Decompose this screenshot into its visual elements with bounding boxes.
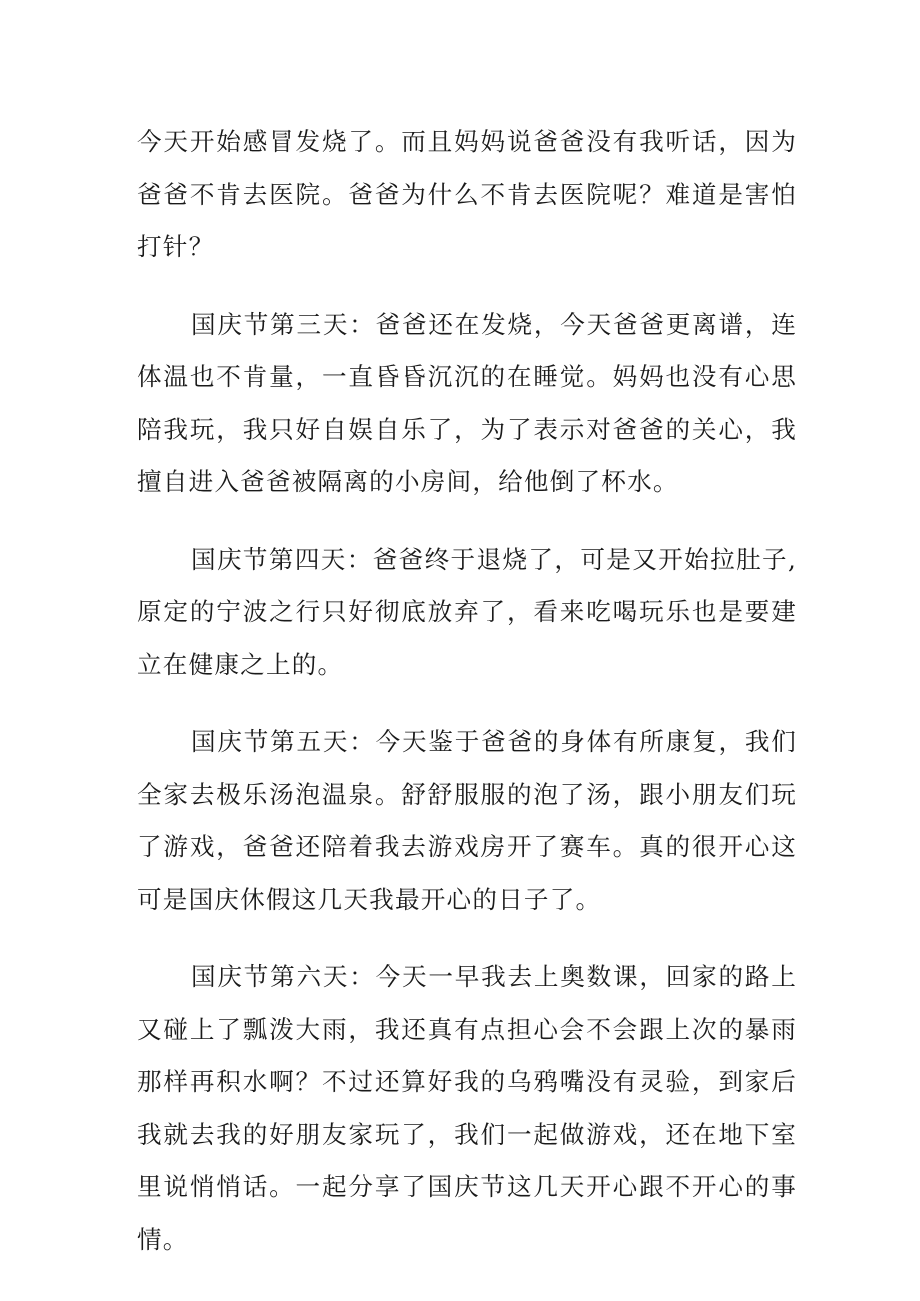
paragraph-day-three: 国庆节第三天：爸爸还在发烧，今天爸爸更离谱，连体温也不肯量，一直昏昏沉沉的在睡觉。妈妈也没有心思陪我玩，我只好自娱自乐了，为了表示对爸爸的关心，我擅自进入爸爸被隔离的小房间，给他倒了杯水。 xyxy=(137,309,797,496)
paragraph-day-six: 国庆节第六天：今天一早我去上奥数课，回家的路上又碰上了瓢泼大雨，我还真有点担心会不会跟上次的暴雨那样再积水啊？不过还算好我的乌鸦嘴没有灵验，到家后我就去我的好朋友家玩了，我们一起做游戏，还在地下室里说悄悄话。一起分享了国庆节这几天开心跟不开心的事情。 xyxy=(137,962,797,1254)
paragraph-continuation: 今天开始感冒发烧了。而且妈妈说爸爸没有我听话，因为爸爸不肯去医院。爸爸为什么不肯去医院呢？难道是害怕打针？ xyxy=(137,127,797,261)
paragraph-day-four: 国庆节第四天：爸爸终于退烧了，可是又开始拉肚子,原定的宁波之行只好彻底放弃了，看来吃喝玩乐也是要建立在健康之上的。 xyxy=(137,544,797,679)
paragraph-day-five: 国庆节第五天：今天鉴于爸爸的身体有所康复，我们全家去极乐汤泡温泉。舒舒服服的泡了汤，跟小朋友们玩了游戏，爸爸还陪着我去游戏房开了赛车。真的很开心这可是国庆休假这几天我最开心的日子了。 xyxy=(137,727,797,914)
document-body xyxy=(137,116,797,1291)
